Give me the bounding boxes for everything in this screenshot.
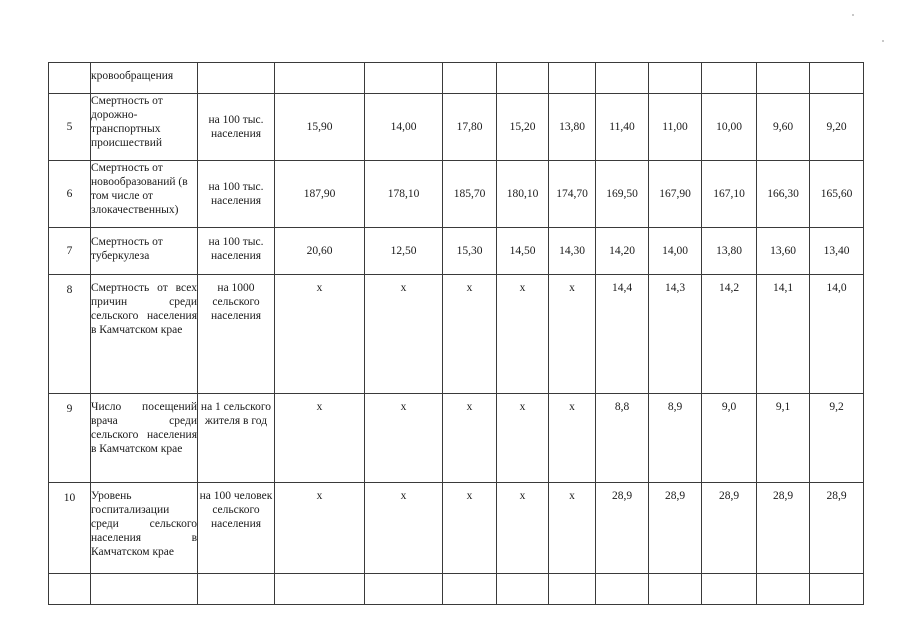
value-cell: х	[497, 483, 549, 574]
indicator-name: Смертность от всех причин среди сельского населения в Камчатском крае	[91, 275, 198, 394]
value-cell: х	[275, 275, 365, 394]
unit-of-measure: на 100 тыс. населения	[198, 94, 275, 161]
value-cell	[365, 63, 443, 94]
value-cell	[596, 574, 649, 605]
table-row	[49, 275, 864, 394]
value-cell: 14,1	[757, 275, 810, 394]
value-cell: 187,90	[275, 161, 365, 228]
value-cell: 28,9	[757, 483, 810, 574]
value-cell: 14,00	[365, 94, 443, 161]
value-cell: 11,40	[596, 94, 649, 161]
value-cell: х	[443, 483, 497, 574]
value-cell: 169,50	[596, 161, 649, 228]
value-cell: 15,20	[497, 94, 549, 161]
value-cell: 14,00	[649, 228, 702, 275]
table-row	[49, 228, 864, 275]
value-cell	[443, 574, 497, 605]
row-number: 9	[49, 394, 91, 483]
value-cell: 28,9	[810, 483, 864, 574]
table-row	[49, 94, 864, 161]
value-cell	[757, 574, 810, 605]
value-cell: х	[549, 483, 596, 574]
value-cell: 174,70	[549, 161, 596, 228]
indicator-name: Смертность от новообразований (в том числе от злокачественных)	[91, 161, 198, 228]
value-cell: 28,9	[596, 483, 649, 574]
scan-speck	[882, 40, 884, 42]
unit-of-measure	[198, 63, 275, 94]
value-cell: 9,60	[757, 94, 810, 161]
row-number: 8	[49, 275, 91, 394]
value-cell	[596, 63, 649, 94]
value-cell: 13,40	[810, 228, 864, 275]
value-cell: 185,70	[443, 161, 497, 228]
value-cell	[649, 574, 702, 605]
value-cell	[810, 574, 864, 605]
indicator-name: кровообращения	[91, 63, 198, 94]
value-cell: 14,3	[649, 275, 702, 394]
value-cell: х	[365, 275, 443, 394]
value-cell	[443, 63, 497, 94]
value-cell: х	[549, 275, 596, 394]
indicator-name: Уровень госпитализации среди сельского населения в Камчатском крае	[91, 483, 198, 574]
value-cell: 13,80	[549, 94, 596, 161]
value-cell: 15,30	[443, 228, 497, 275]
value-cell	[497, 574, 549, 605]
value-cell: 9,2	[810, 394, 864, 483]
value-cell: х	[497, 394, 549, 483]
value-cell: х	[443, 394, 497, 483]
unit-of-measure: на 100 человек сельского населения	[198, 483, 275, 574]
value-cell: 14,50	[497, 228, 549, 275]
value-cell	[810, 63, 864, 94]
indicators-table	[48, 62, 864, 605]
value-cell: 14,30	[549, 228, 596, 275]
value-cell: 14,0	[810, 275, 864, 394]
row-number: 7	[49, 228, 91, 275]
value-cell: х	[275, 394, 365, 483]
table-row	[49, 161, 864, 228]
value-cell: 165,60	[810, 161, 864, 228]
value-cell: 11,00	[649, 94, 702, 161]
row-number	[49, 574, 91, 605]
value-cell: х	[549, 394, 596, 483]
value-cell: х	[365, 483, 443, 574]
row-number: 6	[49, 161, 91, 228]
value-cell: 14,4	[596, 275, 649, 394]
value-cell: 28,9	[702, 483, 757, 574]
row-number: 5	[49, 94, 91, 161]
table-row	[49, 574, 864, 605]
value-cell: 8,8	[596, 394, 649, 483]
value-cell: 9,1	[757, 394, 810, 483]
row-number	[49, 63, 91, 94]
value-cell	[702, 574, 757, 605]
table-row	[49, 63, 864, 94]
unit-of-measure: на 1 сельского жителя в год	[198, 394, 275, 483]
value-cell: 9,20	[810, 94, 864, 161]
value-cell	[365, 574, 443, 605]
value-cell: 14,2	[702, 275, 757, 394]
unit-of-measure	[198, 574, 275, 605]
value-cell: х	[275, 483, 365, 574]
value-cell	[549, 574, 596, 605]
value-cell	[649, 63, 702, 94]
value-cell: 17,80	[443, 94, 497, 161]
value-cell	[275, 63, 365, 94]
value-cell: х	[497, 275, 549, 394]
unit-of-measure: на 100 тыс. населения	[198, 161, 275, 228]
value-cell: 167,90	[649, 161, 702, 228]
value-cell: 13,60	[757, 228, 810, 275]
value-cell: 10,00	[702, 94, 757, 161]
table-row	[49, 483, 864, 574]
value-cell: 14,20	[596, 228, 649, 275]
value-cell: 178,10	[365, 161, 443, 228]
value-cell	[549, 63, 596, 94]
value-cell: 12,50	[365, 228, 443, 275]
value-cell: 166,30	[757, 161, 810, 228]
value-cell: 20,60	[275, 228, 365, 275]
value-cell: 9,0	[702, 394, 757, 483]
value-cell	[757, 63, 810, 94]
value-cell	[702, 63, 757, 94]
value-cell: 15,90	[275, 94, 365, 161]
unit-of-measure: на 100 тыс. населения	[198, 228, 275, 275]
value-cell: х	[365, 394, 443, 483]
value-cell	[275, 574, 365, 605]
value-cell: 8,9	[649, 394, 702, 483]
indicator-name	[91, 574, 198, 605]
value-cell: 180,10	[497, 161, 549, 228]
value-cell	[497, 63, 549, 94]
table-row	[49, 394, 864, 483]
value-cell: 167,10	[702, 161, 757, 228]
unit-of-measure: на 1000 сельского населения	[198, 275, 275, 394]
indicator-name: Смертность от дорожно-транспортных происшествий	[91, 94, 198, 161]
scan-speck	[852, 14, 854, 16]
value-cell: х	[443, 275, 497, 394]
indicator-name: Число посещений врача среди сельского населения в Камчатском крае	[91, 394, 198, 483]
value-cell: 13,80	[702, 228, 757, 275]
indicator-name: Смертность от туберкулеза	[91, 228, 198, 275]
value-cell: 28,9	[649, 483, 702, 574]
row-number: 10	[49, 483, 91, 574]
